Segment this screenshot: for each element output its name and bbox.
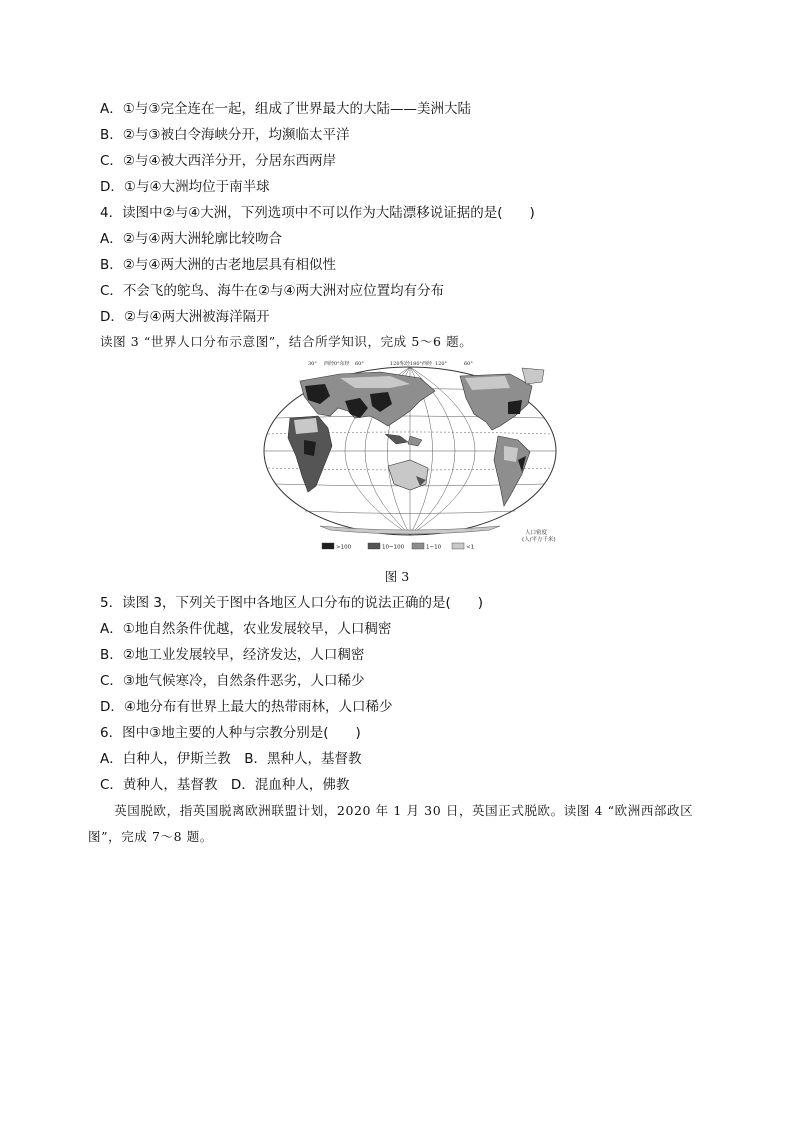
intro-q7-8-line1: 英国脱欧，指英国脱离欧洲联盟计划，2020 年 1 月 30 日，英国正式脱欧。读图 4 “欧洲西部政区 (88, 803, 694, 818)
q4-option-c: C．不会飞的鸵鸟、海牛在②与④两大洲对应位置均有分布 (100, 283, 445, 299)
lon-label: 60° (464, 361, 473, 367)
legend-swatch (412, 543, 424, 549)
map-svg (260, 356, 560, 556)
lon-label: 120° (390, 361, 403, 367)
figure-caption: 图 3 (384, 569, 410, 584)
q3-option-d: D．①与④大洲均位于南半球 (100, 179, 270, 195)
q4-option-a: A．②与④两大洲轮廓比较吻合 (100, 231, 282, 247)
q3-option-b: B．②与③被白令海峡分开，均濒临太平洋 (100, 127, 350, 143)
q4-option-d: D．②与④两大洲被海洋隔开 (100, 309, 270, 325)
q3-option-a: A．①与③完全连在一起，组成了世界最大的大陆——美洲大陆 (100, 101, 471, 117)
q5-option-d: D．④地分布有世界上最大的热带雨林，人口稀少 (100, 699, 393, 715)
lon-label: 30° (308, 361, 317, 367)
lon-label: 西经0°东经 (324, 361, 350, 367)
q6-options-ab: A．白种人，伊斯兰教 B．黑种人，基督教 (100, 751, 362, 767)
legend-swatch (368, 543, 380, 549)
legend-swatch (452, 543, 464, 549)
intro-q5-6: 读图 3 “世界人口分布示意图”，结合所学知识，完成 5～6 题。 (100, 334, 473, 349)
q3-option-c: C．②与④被大西洋分开，分居东西两岸 (100, 153, 337, 169)
world-population-map (260, 356, 560, 556)
legend-swatch (322, 543, 334, 549)
legend (322, 543, 474, 551)
question-4: 4．读图中②与④大洲，下列选项中不可以作为大陆漂移说证据的是( ) (100, 205, 535, 221)
lon-label: 120° (435, 361, 448, 367)
legend-label: 10~100 (382, 544, 405, 551)
q5-option-b: B．②地工业发展较早，经济发达，人口稠密 (100, 647, 365, 663)
q5-option-c: C．③地气候寒冷，自然条件恶劣，人口稀少 (100, 673, 365, 689)
legend-unit: (人/平方千米) (522, 537, 556, 543)
intro-q7-8-line2: 图”，完成 7～8 题。 (88, 829, 213, 844)
lon-label: 60° (355, 361, 364, 367)
legend-label: >100 (336, 544, 352, 551)
legend-label: <1 (466, 544, 475, 551)
legend-label: 1~10 (426, 544, 442, 551)
legend-title: 人口密度 (525, 530, 548, 536)
q5-option-a: A．①地自然条件优越，农业发展较早，人口稠密 (100, 621, 392, 637)
question-6: 6．图中③地主要的人种与宗教分别是( ) (100, 725, 361, 741)
q4-option-b: B．②与④两大洲的古老地层具有相似性 (100, 257, 336, 273)
question-5: 5．读图 3，下列关于图中各地区人口分布的说法正确的是( ) (100, 595, 484, 611)
q6-options-cd: C．黄种人，基督教 D．混血种人，佛教 (100, 777, 350, 793)
lon-label: 东经180°西经 (400, 361, 433, 367)
